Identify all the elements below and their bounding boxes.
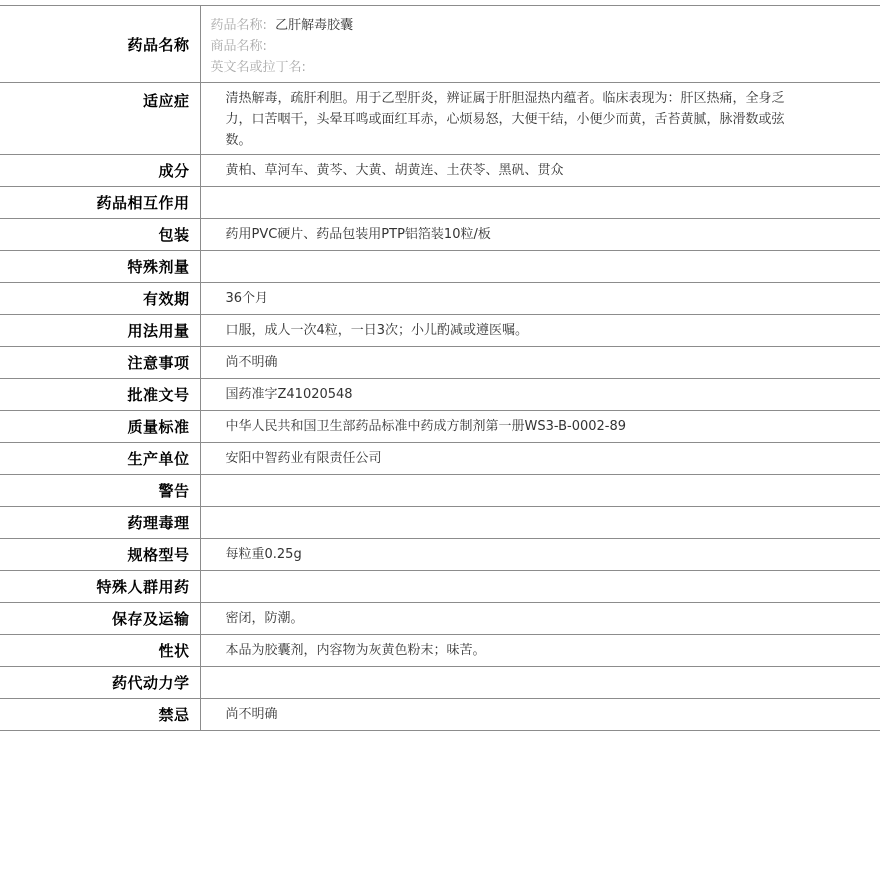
row-label: 药代动力学	[0, 667, 200, 699]
row-value: 36个月	[225, 291, 269, 306]
info-row	[0, 635, 880, 667]
trade-name-key: 商品名称:	[210, 39, 267, 54]
trade-name-line	[211, 36, 791, 57]
row-label: 有效期	[0, 283, 200, 315]
row-value: 国药准字Z41020548	[225, 387, 353, 402]
generic-name-line	[211, 15, 791, 36]
english-name-line	[211, 57, 791, 78]
info-row	[0, 187, 880, 219]
row-value: 尚不明确	[225, 707, 278, 722]
row-value: 口服，成人一次4粒，一日3次；小儿酌减或遵医嘱。	[225, 323, 529, 338]
row-label: 性状	[0, 635, 200, 667]
info-row	[0, 699, 880, 731]
row-value	[200, 507, 880, 539]
row-label: 警告	[0, 475, 200, 507]
row-label: 成分	[0, 155, 200, 187]
info-row	[0, 283, 880, 315]
info-row	[0, 251, 880, 283]
row-value: 每粒重0.25g	[225, 547, 302, 562]
row-label: 包装	[0, 219, 200, 251]
info-row	[0, 155, 880, 187]
row-value	[200, 475, 880, 507]
info-row	[0, 475, 880, 507]
info-row	[0, 411, 880, 443]
generic-name-value: 乙肝解毒胶囊	[275, 18, 354, 33]
row-label: 保存及运输	[0, 603, 200, 635]
info-row	[0, 315, 880, 347]
row-value	[200, 571, 880, 603]
row-value: 密闭，防潮。	[225, 611, 304, 626]
drug-info-table	[0, 5, 880, 731]
row-label: 特殊人群用药	[0, 571, 200, 603]
english-name-key: 英文名或拉丁名:	[210, 60, 306, 75]
info-row	[0, 83, 880, 155]
row-label: 药理毒理	[0, 507, 200, 539]
info-row	[0, 603, 880, 635]
info-row	[0, 539, 880, 571]
row-value: 黄柏、草河车、黄芩、大黄、胡黄连、土茯苓、黑矾、贯众	[225, 163, 564, 178]
row-drug-name	[0, 6, 880, 83]
row-value: 尚不明确	[225, 355, 278, 370]
info-row	[0, 219, 880, 251]
row-label: 特殊剂量	[0, 251, 200, 283]
row-label: 批准文号	[0, 379, 200, 411]
info-row	[0, 507, 880, 539]
row-label: 规格型号	[0, 539, 200, 571]
row-label: 质量标准	[0, 411, 200, 443]
row-label: 适应症	[0, 83, 200, 155]
row-value: 安阳中智药业有限责任公司	[225, 451, 382, 466]
drug-info-body	[0, 6, 880, 731]
generic-name-key: 药品名称:	[210, 18, 267, 33]
row-value: 药用PVC硬片、药品包装用PTP铝箔装10粒/板	[225, 227, 491, 242]
info-row	[0, 443, 880, 475]
row-label: 注意事项	[0, 347, 200, 379]
row-value	[200, 667, 880, 699]
row-label: 药品相互作用	[0, 187, 200, 219]
row-label: 生产单位	[0, 443, 200, 475]
row-value: 本品为胶囊剂，内容物为灰黄色粉末；味苦。	[225, 643, 486, 658]
info-row	[0, 379, 880, 411]
row-label: 药品名称	[0, 6, 200, 83]
row-label: 用法用量	[0, 315, 200, 347]
info-row	[0, 667, 880, 699]
info-row	[0, 347, 880, 379]
row-value	[200, 187, 880, 219]
row-value: 中华人民共和国卫生部药品标准中药成方制剂第一册WS3-B-0002-89	[225, 419, 627, 434]
row-value: 清热解毒，疏肝利胆。用于乙型肝炎，辨证属于肝胆湿热内蕴者。临床表现为：肝区热痛，全身乏力，口苦咽干，头晕耳鸣或面红耳赤，心烦易怒，大便干结，小便少而黄，舌苔黄腻，脉滑数或弦数。	[225, 91, 785, 148]
info-row	[0, 571, 880, 603]
row-label: 禁忌	[0, 699, 200, 731]
row-value	[200, 251, 880, 283]
drug-name-values	[200, 6, 880, 83]
